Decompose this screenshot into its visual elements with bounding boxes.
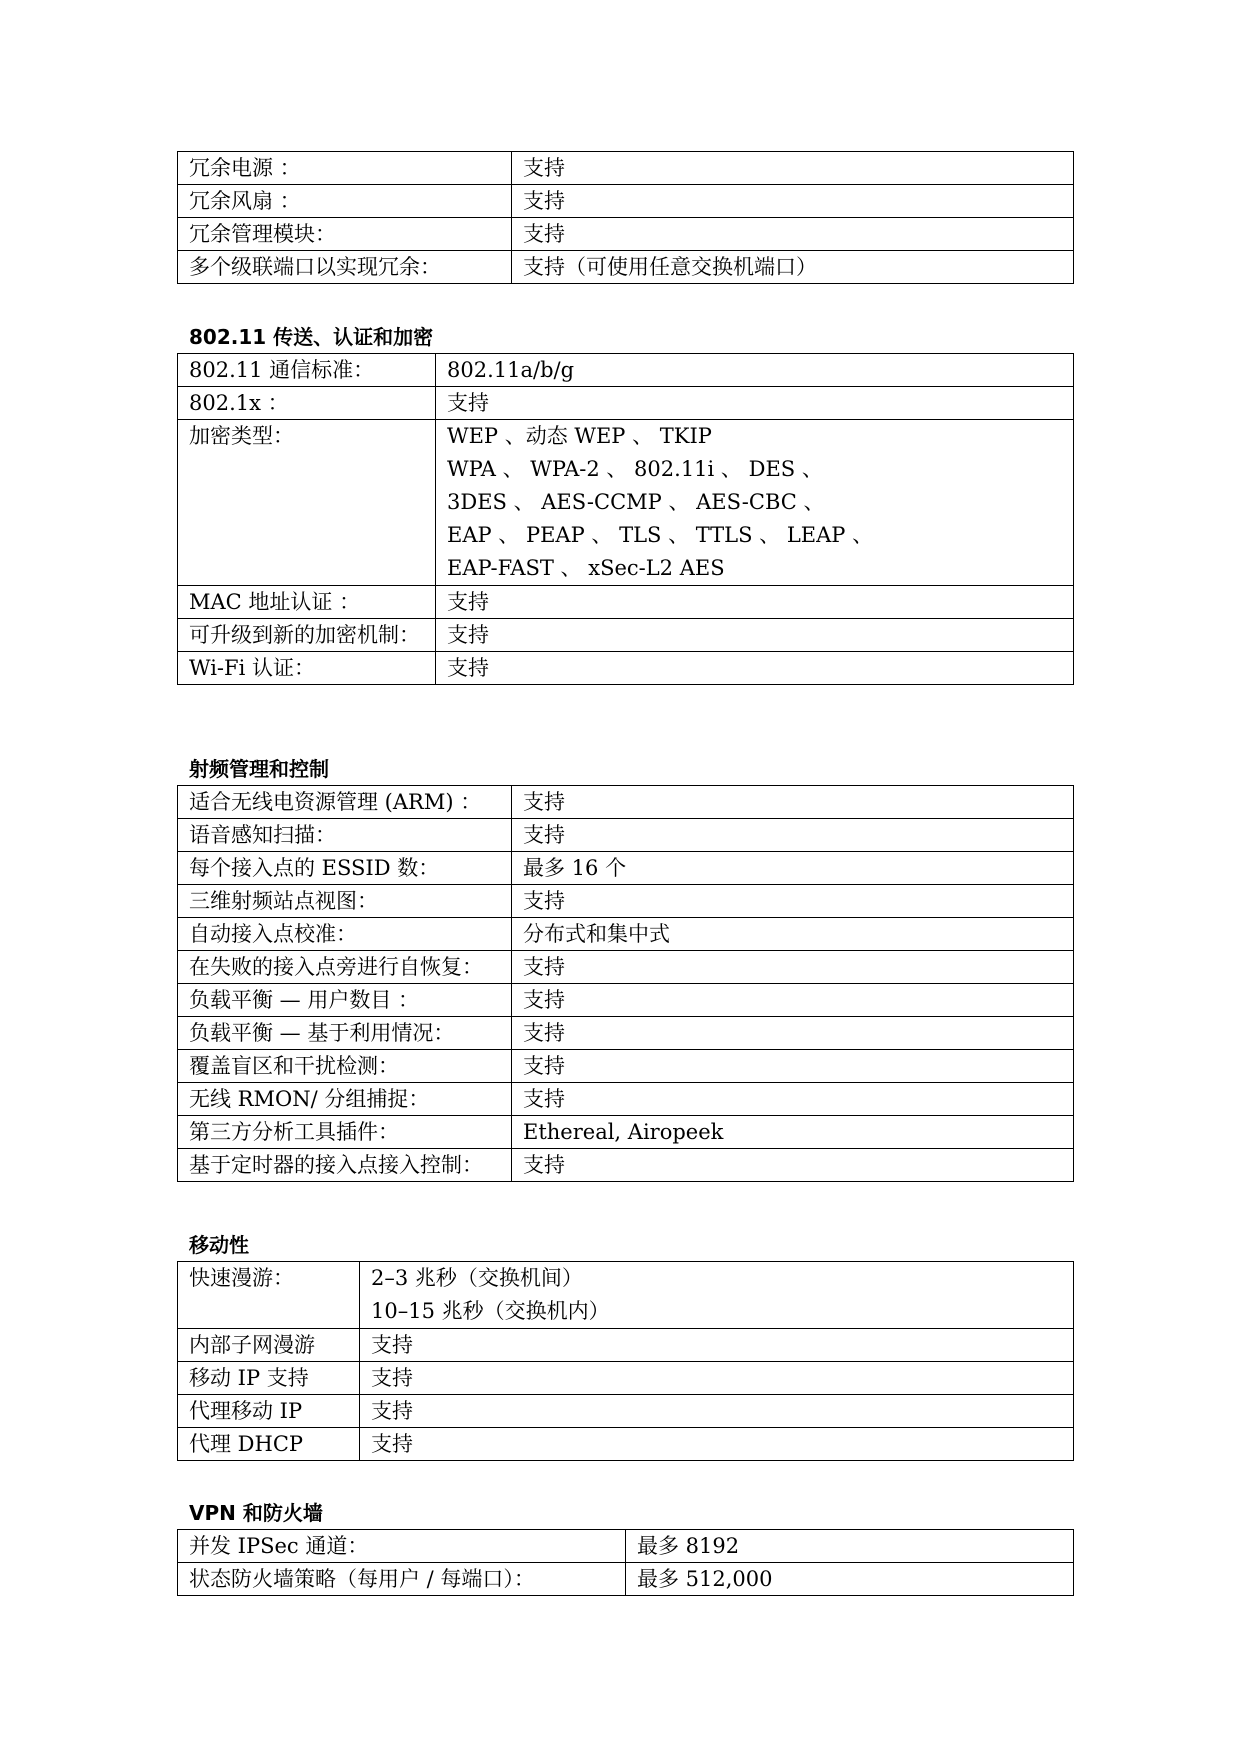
spec-label: 三维射频站点视图： — [178, 885, 512, 918]
spec-label: 加密类型： — [178, 420, 436, 586]
table-row — [178, 984, 1074, 1017]
spec-value: 支持 — [512, 885, 1074, 918]
table-row — [178, 619, 1074, 652]
spec-label: 每个接入点的 ESSID 数： — [178, 852, 512, 885]
table-row — [178, 251, 1074, 284]
table-row — [178, 218, 1074, 251]
table-row — [178, 1563, 1074, 1596]
table-row — [178, 1017, 1074, 1050]
spec-value: 支持 — [360, 1362, 1074, 1395]
spec-value: 支持 — [512, 1050, 1074, 1083]
spec-label: 语音感知扫描： — [178, 819, 512, 852]
spec-value: 分布式和集中式 — [512, 918, 1074, 951]
roaming-line: 2–3 兆秒（交换机间） — [371, 1266, 583, 1290]
encryption-line: WPA 、 WPA-2 、 802.11i 、 DES 、 — [447, 457, 823, 481]
spec-label: 适合无线电资源管理 (ARM) ： — [178, 786, 512, 819]
table-row — [178, 1362, 1074, 1395]
spec-label: 负载平衡 — 用户数目 ： — [178, 984, 512, 1017]
table-row — [178, 185, 1074, 218]
spec-value: 支持 — [512, 819, 1074, 852]
spec-label: 负载平衡 — 基于利用情况： — [178, 1017, 512, 1050]
spec-label: 快速漫游： — [178, 1262, 360, 1329]
spec-label: 冗余管理模块： — [178, 218, 512, 251]
spec-label: Wi-Fi 认证： — [178, 652, 436, 685]
table-row — [178, 1149, 1074, 1182]
table-row — [178, 1329, 1074, 1362]
spec-value: 支持 — [512, 786, 1074, 819]
spec-value: 最多 8192 — [626, 1530, 1074, 1563]
spec-label: 无线 RMON/ 分组捕捉： — [178, 1083, 512, 1116]
spec-value: 支持 — [436, 652, 1074, 685]
table-row — [178, 819, 1074, 852]
spec-value: 支持 — [512, 984, 1074, 1017]
spec-label: 内部子网漫游 — [178, 1329, 360, 1362]
spec-label: 冗余风扇 ： — [178, 185, 512, 218]
table-row — [178, 1395, 1074, 1428]
spec-value: 支持（可使用任意交换机端口） — [512, 251, 1074, 284]
encryption-types — [436, 420, 1074, 586]
spec-label: 第三方分析工具插件： — [178, 1116, 512, 1149]
spec-value: 支持 — [436, 586, 1074, 619]
encryption-line: WEP 、动态 WEP 、 TKIP — [447, 424, 712, 448]
table-row — [178, 1116, 1074, 1149]
mobility-table — [177, 1261, 1074, 1461]
section-heading-wireless: 802.11 传送、认证和加密 — [189, 325, 434, 349]
rf-table-body — [178, 786, 1074, 1182]
redundancy-table — [177, 151, 1074, 284]
spec-label: 可升级到新的加密机制： — [178, 619, 436, 652]
spec-value: 支持 — [436, 387, 1074, 420]
section-heading-rf: 射频管理和控制 — [189, 757, 329, 781]
table-row — [178, 786, 1074, 819]
spec-value: 支持 — [512, 1083, 1074, 1116]
spec-value: 支持 — [436, 619, 1074, 652]
table-row — [178, 951, 1074, 984]
rf-table — [177, 785, 1074, 1182]
roaming-line: 10–15 兆秒（交换机内） — [371, 1299, 610, 1323]
table-row — [178, 1083, 1074, 1116]
spec-value: 支持 — [512, 951, 1074, 984]
section-heading-mobility: 移动性 — [189, 1233, 249, 1257]
spec-label: 自动接入点校准： — [178, 918, 512, 951]
table-row — [178, 1262, 1074, 1329]
spec-label: 802.1x ： — [178, 387, 436, 420]
roaming-values — [360, 1262, 1074, 1329]
table-row — [178, 1428, 1074, 1461]
table-row — [178, 1050, 1074, 1083]
spec-value: 支持 — [360, 1428, 1074, 1461]
spec-value: 支持 — [360, 1329, 1074, 1362]
spec-label: 覆盖盲区和干扰检测： — [178, 1050, 512, 1083]
spec-label: 在失败的接入点旁进行自恢复： — [178, 951, 512, 984]
spec-label: 冗余电源 ： — [178, 152, 512, 185]
spec-value: 支持 — [360, 1395, 1074, 1428]
table-row — [178, 152, 1074, 185]
wireless-table — [177, 353, 1074, 685]
encryption-line: EAP 、 PEAP 、 TLS 、 TTLS 、 LEAP 、 — [447, 523, 874, 547]
spec-value: 支持 — [512, 185, 1074, 218]
table-row — [178, 852, 1074, 885]
spec-label: 状态防火墙策略（每用户 / 每端口）： — [178, 1563, 626, 1596]
table-row — [178, 420, 1074, 586]
encryption-line: EAP-FAST 、 xSec-L2 AES — [447, 556, 725, 580]
spec-label: MAC 地址认证 ： — [178, 586, 436, 619]
spec-value: 支持 — [512, 1149, 1074, 1182]
vpn-table — [177, 1529, 1074, 1596]
spec-value: Ethereal, Airopeek — [512, 1116, 1074, 1149]
table-row — [178, 652, 1074, 685]
spec-label: 并发 IPSec 通道： — [178, 1530, 626, 1563]
table-row — [178, 354, 1074, 387]
section-heading-vpn: VPN 和防火墙 — [189, 1501, 323, 1525]
spec-label: 移动 IP 支持 — [178, 1362, 360, 1395]
spec-value: 最多 16 个 — [512, 852, 1074, 885]
spec-value: 最多 512,000 — [626, 1563, 1074, 1596]
spec-label: 代理移动 IP — [178, 1395, 360, 1428]
table-row — [178, 387, 1074, 420]
spec-value: 802.11a/b/g — [436, 354, 1074, 387]
table-row — [178, 918, 1074, 951]
spec-value: 支持 — [512, 218, 1074, 251]
table-row — [178, 1530, 1074, 1563]
spec-label: 802.11 通信标准： — [178, 354, 436, 387]
spec-label: 代理 DHCP — [178, 1428, 360, 1461]
spec-label: 基于定时器的接入点接入控制： — [178, 1149, 512, 1182]
table-row — [178, 885, 1074, 918]
spec-label: 多个级联端口以实现冗余： — [178, 251, 512, 284]
encryption-line: 3DES 、 AES-CCMP 、 AES-CBC 、 — [447, 490, 825, 514]
spec-value: 支持 — [512, 152, 1074, 185]
table-row — [178, 586, 1074, 619]
spec-value: 支持 — [512, 1017, 1074, 1050]
